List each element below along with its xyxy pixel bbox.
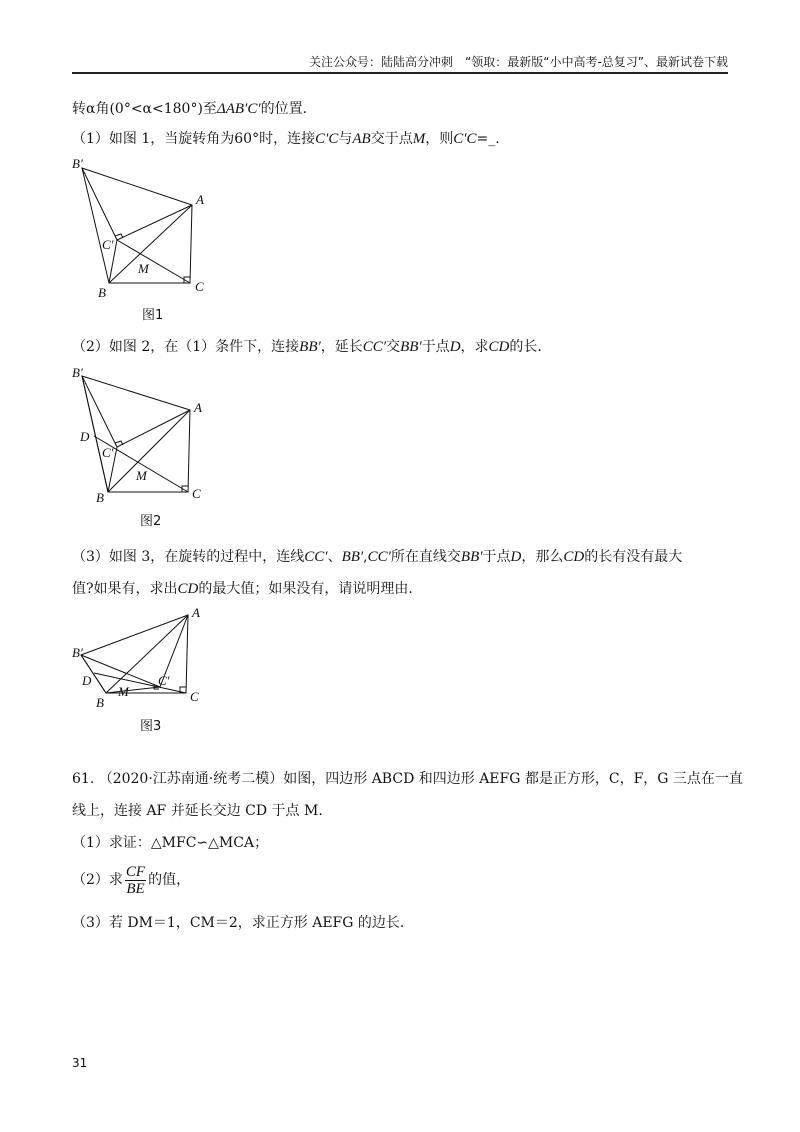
q3-seg-cd-2: CD	[177, 581, 199, 597]
q1-text-a: （1）如图 1，当旋转角为60°时，连接	[72, 131, 316, 147]
fig2-label-a: A	[194, 400, 202, 415]
problem-61-line-1: 61. （2020·江苏南通·统考二模）如图，四边形 ABCD 和四边形 AEFG 都是正方形，C，F，G 三点在一直	[72, 771, 743, 787]
fig1-label-a: A	[196, 192, 204, 207]
q2-seg-bbp-2: BB′	[400, 339, 422, 355]
fig3-label-a: A	[192, 605, 200, 620]
intro-triangle: ΔAB′C′	[216, 101, 261, 117]
q3-text-n: 值?如果有，求出	[72, 581, 178, 597]
q2-seg-bbp: BB′	[299, 339, 321, 355]
q2-seg-ccp: CC′	[362, 339, 387, 355]
fig3-label-d: D	[82, 673, 92, 688]
fig2-label-c: C	[192, 486, 201, 501]
q3-text-p: 的最大值；如果没有，请说明理由.	[198, 581, 413, 597]
q2-text-e: 交	[386, 339, 401, 355]
fig2-seg-a-cp	[117, 410, 190, 447]
fig3-label-b: B	[96, 695, 104, 710]
sub2-pre: （2）求	[72, 872, 123, 888]
q3-point-d: D	[510, 549, 522, 565]
q3-text-g: 所在直线交	[390, 549, 461, 565]
question-1	[72, 128, 500, 150]
q3-seg-ccp: CC′	[304, 549, 328, 565]
fig3-seg-b-cp	[106, 687, 160, 693]
question-2	[72, 336, 542, 358]
problem-61-sub-1: （1）求证：△MFC∽△MCA；	[72, 835, 269, 851]
fig1-outline	[82, 168, 192, 283]
intro-line	[72, 98, 307, 120]
q3-seg-bbp: BB′	[341, 549, 364, 565]
fraction-numerator: CF	[125, 863, 146, 880]
sub2-post: 的值，	[148, 872, 191, 888]
q3-text-c: 、	[327, 549, 342, 565]
fig2-label-d: D	[80, 429, 90, 444]
q1-point-m: M	[412, 131, 426, 147]
figure-1	[72, 150, 232, 325]
fig1-label-bp: B′	[72, 156, 83, 171]
fig1-seg-a-cp	[117, 205, 192, 240]
q1-text-c: 与	[338, 131, 353, 147]
q2-text-k: 的长.	[509, 339, 542, 355]
q3-seg-cd: CD	[563, 549, 585, 565]
q2-text-g: 于点	[421, 339, 450, 355]
fig1-seg-bp-cp	[82, 168, 117, 240]
question-3-line-1	[72, 546, 682, 568]
question-3-line-2	[72, 578, 413, 600]
q2-text-c: ，延长	[320, 339, 363, 355]
fig1-label-cp: C′	[102, 237, 114, 252]
q3-text-k: ，那么	[521, 549, 564, 565]
fig3-label-m: M	[118, 684, 129, 699]
fig3-label-cp: C′	[158, 673, 170, 688]
fig3-label-c: C	[190, 689, 199, 704]
fig3-caption: 图3	[140, 719, 162, 734]
q2-seg-cd: CD	[488, 339, 510, 355]
figure-3	[72, 605, 232, 715]
problem-61-sub-2	[72, 860, 190, 900]
fig1-label-b: B	[98, 285, 106, 300]
q1-text-g: ，则	[425, 131, 454, 147]
fig2-label-bp: B′	[72, 365, 83, 380]
fig3-seg-d-c	[94, 673, 186, 693]
fraction-cf-be	[125, 864, 146, 897]
fig2-label-cp: C′	[102, 445, 114, 460]
fig3-label-bp: B′	[72, 645, 83, 660]
problem-61-sub-3: （3）若 DM＝1，CM＝2，求正方形 AEFG 的边长.	[72, 915, 405, 931]
fraction-denominator: BE	[126, 880, 145, 897]
q2-text-i: ，求	[460, 339, 489, 355]
fig3-seg-bp-cp	[81, 655, 160, 687]
q1-seg-ccp-2: C′C	[453, 131, 477, 147]
q3-text-i: 于点	[482, 549, 511, 565]
fig1-label-c: C	[195, 279, 204, 294]
problem-61-line-2: 线上，连接 AF 并延长交边 CD 于点 M.	[72, 803, 323, 819]
figure-2	[72, 360, 232, 535]
q3-seg-bbp-2: BB′	[460, 549, 483, 565]
page-header: 关注公众号：陆陆高分冲刺 “领取：最新版“小中高考-总复习”、最新试卷下载	[72, 52, 728, 74]
q2-point-d: D	[449, 339, 461, 355]
fig1-label-m: M	[138, 261, 149, 276]
q3-seg-ccp-2: CC′	[367, 549, 391, 565]
q1-blank: =_.	[476, 131, 500, 147]
intro-post: 的位置.	[260, 101, 308, 117]
q3-text-a: （3）如图 3，在旋转的过程中，连线	[72, 549, 305, 565]
fig2-seg-b-a	[108, 410, 190, 492]
fig1-seg-cp-c	[117, 240, 190, 283]
page-number: 31	[72, 1056, 88, 1070]
q1-seg-ccp: C′C	[315, 131, 339, 147]
fig1-caption: 图1	[142, 308, 164, 323]
q3-text-m: 的长有没有最大	[584, 549, 683, 565]
q1-seg-ab: AB	[352, 131, 371, 147]
fig2-caption: 图2	[140, 514, 162, 529]
intro-pre: 转α角(0°<α<180°)至	[72, 101, 217, 117]
q1-text-e: 交于点	[370, 131, 413, 147]
q3-text-e: ,	[363, 549, 368, 565]
fig1-seg-b-a	[109, 205, 192, 283]
fig2-label-m: M	[136, 468, 147, 483]
fig2-label-b: B	[96, 490, 104, 505]
q2-text-a: （2）如图 2，在（1）条件下，连接	[72, 339, 300, 355]
